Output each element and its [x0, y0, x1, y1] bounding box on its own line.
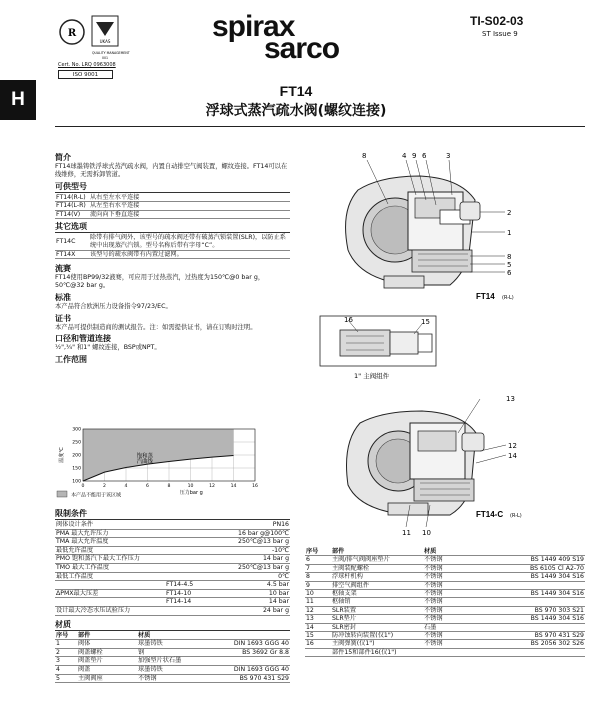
media-body: FT14使用BP99/32液赛，可应用于过热蒸汽，过热度为150℃@0 bar g，50℃@32 bar g。 [55, 274, 265, 289]
x-tick-label: 14 [230, 484, 237, 489]
col-standard [207, 632, 290, 640]
material-std: BS 970 431 S29 [487, 632, 585, 640]
limit-value: 24 bar g [225, 606, 290, 615]
limit-model [165, 563, 225, 572]
material-no: 1 [55, 640, 77, 649]
limit-label: 最低允许温度 [55, 546, 165, 555]
material-mat: 不锈钢 [423, 640, 487, 648]
material-mat: 球墨铸铁 [137, 665, 207, 674]
limit-value: 4.5 bar [225, 581, 290, 590]
limit-label [55, 581, 165, 590]
material-no: 14 [305, 623, 331, 631]
limit-label: 设计最大冷态水压试验压力 [55, 606, 165, 615]
table-row [305, 564, 585, 572]
table-row [305, 632, 585, 640]
x-tick-label: 8 [167, 484, 171, 489]
y-tick-label: 300 [72, 427, 81, 433]
option-code: FT14X [55, 250, 89, 259]
standards-heading: 标准 [55, 292, 71, 302]
limit-value: PN16 [225, 521, 290, 529]
curve-label: 汽曲线 [136, 458, 153, 465]
model-desc: 从右至左水平连接 [89, 194, 290, 202]
model-code: FT14(L-R) [55, 202, 89, 211]
material-no: 15 [305, 632, 331, 640]
x-tick-label: 6 [146, 484, 149, 489]
limit-model [165, 572, 225, 581]
brand-spirax: spirax [212, 10, 295, 43]
standards-body: 本产品符合欧洲压力设备指令97/23/EC。 [55, 302, 172, 310]
limit-model [165, 606, 225, 615]
table-row [305, 615, 585, 623]
material-part: 主阀阀座 [77, 674, 137, 683]
col-part: 部件 [77, 632, 137, 640]
brand-sarco: sarco [264, 32, 340, 65]
table-row [305, 573, 585, 581]
material-std: BS 970 431 S29 [207, 674, 290, 683]
material-std [207, 657, 290, 666]
table-row [305, 598, 585, 606]
intro-heading: 简介 [55, 153, 71, 162]
limits-table [55, 521, 290, 616]
col-part: 部件 [331, 548, 423, 556]
connections-heading: 口径和管道连接 [55, 334, 111, 344]
svg-text:8: 8 [507, 253, 512, 261]
limit-value: 250℃@13 bar g [225, 563, 290, 572]
material-part: 阀盖垫片 [77, 657, 137, 666]
material-part: 排空气阀组件 [331, 581, 423, 589]
model-code: FT14(R-L) [55, 194, 89, 202]
limit-label: PMA 最大允许压力 [55, 529, 165, 538]
material-no: 5 [55, 674, 77, 683]
material-no: 16 [305, 640, 331, 648]
legend-swatch [57, 491, 67, 497]
materials-table-continued [305, 548, 585, 657]
x-tick-label: 2 [103, 484, 106, 489]
limit-label: TMA 最大允许温度 [55, 538, 165, 547]
table-row [55, 250, 290, 259]
limit-label: ΔPMX最大压差 [55, 589, 165, 598]
svg-text:QUALITY MANAGEMENT: QUALITY MANAGEMENT [92, 51, 130, 55]
legend-label: 本产品不能用于该区域 [71, 492, 122, 499]
material-part: 阀盖 [77, 665, 137, 674]
certs-body: 本产品可提供制造商的测试报告。注：如需提供证书，请在订购时注明。 [55, 323, 257, 331]
material-std [487, 581, 585, 589]
models-heading: 可供型号 [55, 182, 290, 193]
x-axis-label: 压力bar g [179, 490, 203, 496]
material-no: 8 [305, 573, 331, 581]
table-header-row [55, 632, 290, 640]
material-std: BS 1449 304 S16 [487, 573, 585, 581]
col-no: 序号 [305, 548, 331, 556]
limit-model [165, 529, 225, 538]
svg-text:5: 5 [507, 261, 512, 269]
svg-text:10: 10 [422, 529, 431, 537]
left-column [55, 150, 290, 365]
material-std [487, 598, 585, 606]
table-row [55, 194, 290, 202]
table-row [55, 606, 290, 615]
table-row [55, 555, 290, 564]
y-tick-label: 200 [72, 453, 81, 459]
limit-model: FT14-10 [165, 589, 225, 598]
svg-text:14: 14 [508, 452, 517, 460]
svg-text:8: 8 [362, 152, 367, 160]
table-row [55, 581, 290, 590]
material-part: 主阀/排气阀阀座垫片 [331, 556, 423, 564]
limit-label: PMO 饱和蒸汽下最大工作压力 [55, 555, 165, 564]
table-row [55, 563, 290, 572]
svg-text:(R-L): (R-L) [510, 513, 522, 519]
y-tick-label: 100 [72, 479, 81, 485]
material-mat: 不锈钢 [423, 556, 487, 564]
connections-body: ½",¾" 和1" 螺纹连接，BSP或NPT。 [55, 344, 161, 352]
material-no [305, 648, 331, 656]
limit-value: 0℃ [225, 572, 290, 581]
svg-text:2: 2 [507, 209, 512, 217]
x-tick-label: 16 [252, 484, 258, 489]
model-code: FT14(V) [55, 210, 89, 219]
model-desc: 从左至右水平连接 [89, 202, 290, 211]
table-row [55, 202, 290, 211]
material-std: BS 1449 304 S16 [487, 590, 585, 598]
model-desc: 流向向下垂直连接 [89, 210, 290, 219]
material-no: 2 [55, 648, 77, 657]
header-divider [55, 126, 585, 127]
table-row [305, 590, 585, 598]
material-no: 3 [55, 657, 77, 666]
options-table [55, 234, 290, 259]
page-title-code: FT14 [279, 83, 313, 99]
limit-value: 14 bar g [225, 555, 290, 564]
limit-label: 最低工作温度 [55, 572, 165, 581]
material-mat: 不锈钢 [423, 632, 487, 640]
svg-text:FT14: FT14 [476, 292, 495, 301]
limit-model [165, 546, 225, 555]
material-part: 部件15和部件16(仅1") [331, 648, 423, 656]
material-mat: 不锈钢 [423, 615, 487, 623]
table-row [55, 538, 290, 547]
limit-value: 10 bar [225, 589, 290, 598]
option-desc: 该型号的疏水阀带有内置过滤网。 [89, 250, 290, 259]
material-part: 主阀装配螺栓 [331, 564, 423, 572]
material-part: SLR装置 [331, 606, 423, 614]
table-row [55, 572, 290, 581]
figure-main-valve-assembly [318, 312, 438, 384]
svg-text:12: 12 [508, 442, 517, 450]
option-code: FT14C [55, 234, 89, 250]
option-desc: 除带有排气阀外，该型号的疏水阀还带有破蒸汽锁装置(SLR)，以防止系统中出现蒸汽汽锁。型号名称后带有字母“C”。 [89, 234, 290, 250]
table-row [55, 648, 290, 657]
table-row [55, 598, 290, 607]
brand-logo [212, 10, 392, 65]
curve-label: 饱和蒸 [136, 453, 153, 460]
limit-value: -10℃ [225, 546, 290, 555]
options-heading: 其它选项 [55, 222, 290, 233]
limit-label: TMO 最大工作温度 [55, 563, 165, 572]
material-std: DIN 1693 GGG 40 [207, 640, 290, 649]
table-row [55, 529, 290, 538]
doc-code: TI-S02-03 [470, 14, 524, 28]
models-table [55, 194, 290, 220]
iso-badge: ISO 9001 [58, 70, 113, 79]
limit-label [55, 598, 165, 607]
material-mat: 钢 [137, 648, 207, 657]
limits-heading: 限制条件 [55, 509, 290, 520]
material-part: 防冲蚀转向装置(仅1") [331, 632, 423, 640]
material-std: BS 3692 Gr 8.8 [207, 648, 290, 657]
material-mat: 不锈钢 [423, 606, 487, 614]
svg-text:6: 6 [422, 152, 427, 160]
materials-table [55, 632, 290, 684]
figure-ft14c-rl [330, 393, 570, 543]
col-material: 材质 [423, 548, 487, 556]
limit-model [165, 555, 225, 564]
svg-text:15: 15 [421, 318, 430, 326]
table-row [305, 640, 585, 648]
svg-text:1" 主阀组件: 1" 主阀组件 [354, 372, 390, 380]
material-no: 13 [305, 615, 331, 623]
material-std: BS 970 303 S21 [487, 606, 585, 614]
table-row [305, 648, 585, 656]
material-std: BS 1449 304 S16 [487, 615, 585, 623]
x-tick-label: 10 [187, 484, 194, 489]
certification-logos [58, 10, 138, 62]
limit-value: 250℃@13 bar g [225, 538, 290, 547]
limit-value: 14 bar [225, 598, 290, 607]
table-row [55, 665, 290, 674]
svg-text:(R-L): (R-L) [502, 295, 514, 301]
section-tab: H [0, 80, 36, 120]
table-row [305, 581, 585, 589]
table-row [55, 657, 290, 666]
material-part: 浮球杆机构 [331, 573, 423, 581]
svg-text:1: 1 [507, 229, 512, 237]
material-part: 主阀弹簧(仅1") [331, 640, 423, 648]
material-no: 10 [305, 590, 331, 598]
x-tick-label: 12 [209, 484, 215, 489]
svg-text:6: 6 [507, 269, 512, 277]
material-mat: 石墨 [423, 623, 487, 631]
material-mat: 不锈钢 [137, 674, 207, 683]
y-axis-label: 温度℃ [59, 447, 65, 463]
material-part: 枢轴销 [331, 598, 423, 606]
material-no: 11 [305, 598, 331, 606]
material-mat: 不锈钢 [423, 573, 487, 581]
table-row [55, 546, 290, 555]
table-row [305, 606, 585, 614]
material-no: 7 [305, 564, 331, 572]
certs-heading: 证书 [55, 313, 71, 323]
limit-model [165, 538, 225, 547]
svg-text:4: 4 [402, 152, 407, 160]
table-header-row [305, 548, 585, 556]
material-mat: 不锈钢 [423, 564, 487, 572]
table-row [305, 556, 585, 564]
svg-text:16: 16 [344, 316, 353, 324]
operating-range-chart [55, 425, 290, 503]
material-std: BS 1449 409 S19 [487, 556, 585, 564]
svg-text:3: 3 [446, 152, 451, 160]
table-row [55, 521, 290, 529]
material-no: 9 [305, 581, 331, 589]
col-standard [487, 548, 585, 556]
material-std: BS 6105 Cl A2-70 [487, 564, 585, 572]
svg-text:11: 11 [402, 529, 411, 537]
table-row [55, 210, 290, 219]
limit-model: FT14-14 [165, 598, 225, 607]
y-tick-label: 150 [72, 466, 81, 472]
material-mat [423, 648, 487, 656]
material-part: 阀盖螺栓 [77, 648, 137, 657]
materials-heading: 材质 [55, 620, 290, 631]
table-row [305, 623, 585, 631]
x-tick-label: 4 [124, 484, 128, 489]
col-no: 序号 [55, 632, 77, 640]
material-no: 12 [305, 606, 331, 614]
limit-value: 16 bar g@100℃ [225, 529, 290, 538]
material-mat: 加强型片状石墨 [137, 657, 207, 666]
material-std [487, 648, 585, 656]
chart-heading: 工作范围 [55, 355, 87, 365]
svg-text:FT14-C: FT14-C [476, 510, 504, 519]
cert-number: Cert. No. LRQ 0963008 [58, 62, 116, 68]
y-tick-label: 250 [72, 440, 81, 446]
x-tick-label: 0 [81, 484, 85, 489]
material-part: SLR密封 [331, 623, 423, 631]
limit-model: FT14-4.5 [165, 581, 225, 590]
svg-text:9: 9 [412, 152, 417, 160]
material-part: 阀体 [77, 640, 137, 649]
material-mat: 不锈钢 [423, 581, 487, 589]
col-material: 材质 [137, 632, 207, 640]
svg-text:UKAS: UKAS [99, 39, 111, 44]
svg-text:13: 13 [506, 395, 515, 403]
restricted-area [83, 429, 234, 481]
material-no: 6 [305, 556, 331, 564]
media-heading: 流赛 [55, 264, 71, 274]
intro-body: FT14球墨铸铁浮球式蒸汽疏水阀，内置自动排空气阀装置，螺纹连接。FT14可以在线维修，无需拆卸管道。 [55, 163, 288, 178]
material-std: BS 2056 302 S26 [487, 640, 585, 648]
table-row [55, 589, 290, 598]
figure-ft14-rl [300, 150, 585, 302]
limit-model [165, 521, 225, 529]
material-mat: 球墨铸铁 [137, 640, 207, 649]
material-mat: 不锈钢 [423, 590, 487, 598]
table-row [55, 640, 290, 649]
material-part: 枢轴支架 [331, 590, 423, 598]
doc-issue: ST Issue 9 [482, 30, 518, 38]
material-part: SLR垫片 [331, 615, 423, 623]
limit-label: 阀体设计条件 [55, 521, 165, 529]
material-std: DIN 1693 GGG 40 [207, 665, 290, 674]
limits-section [55, 506, 290, 683]
material-std [487, 623, 585, 631]
svg-text:001: 001 [102, 56, 109, 60]
table-row [55, 234, 290, 250]
svg-text:R: R [67, 28, 77, 39]
material-no: 4 [55, 665, 77, 674]
material-mat: 不锈钢 [423, 598, 487, 606]
page-title: 浮球式蒸汽疏水阀(螺纹连接) [205, 103, 387, 119]
table-row [55, 674, 290, 683]
